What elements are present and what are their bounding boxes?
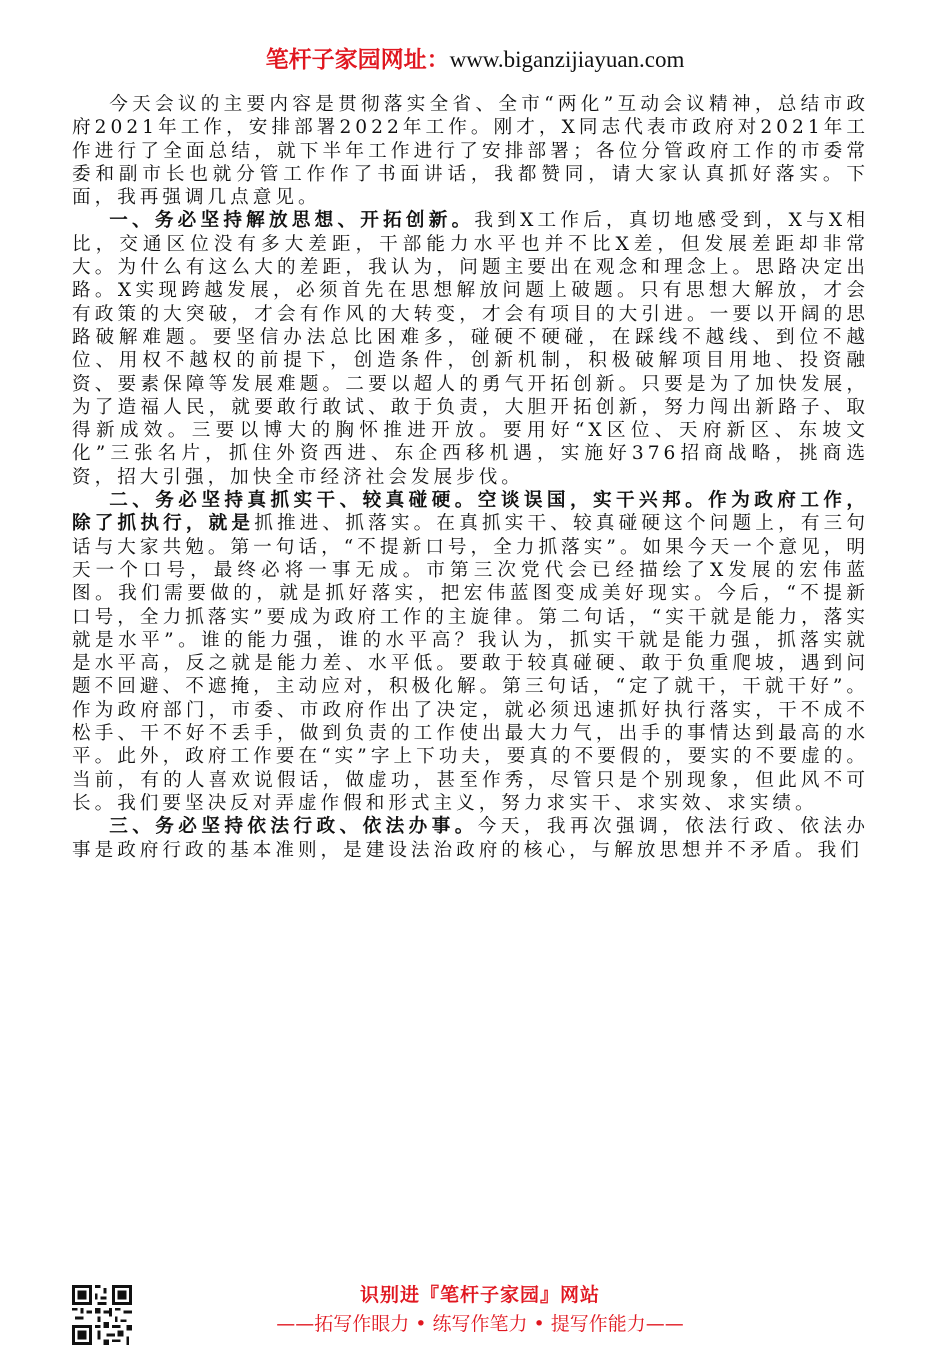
section-1-text: 我到X工作后，真切地感受到，X与X相比，交通区位没有多大差距，干部能力水平也并不比X差，但发展差距却非常大。为什么有这么大的差距，我认为，问题主要出在观念和理念上。思路决定出路。X实现跨越发展，必须首先在思想解放问题上破题。只有思想大解放，才会有政策的大突破，才会有作风的大转变，才会有项目的大引进。一要以开阔的思路破解难题。要坚信办法总比困难多，碰硬不硬碰，在踩线不越线、到位不越位、用权不越权的前提下，创造条件，创新机制，积极破解项目用地、投资融资、要素保障等发展难题。二要以超人的勇气开拓创新。只要是为了加快发展，为了造福人民，就要敢行敢试、敢于负责，大胆开拓创新，努力闯出新路子、取得新成效。三要以博大的胸怀推进开放。要用好“X区位、天府新区、东坡文化”三张名片，抓住外资西进、东企西移机遇，实施好376招商战略，挑商选资，招大引强，加快全市经济社会发展步伐。: [72, 210, 869, 488]
qr-code-icon[interactable]: [72, 1285, 132, 1345]
site-header: [0, 44, 950, 76]
site-label: 笔杆子家园网址：: [265, 47, 450, 73]
site-footer: [200, 1282, 760, 1337]
section-2-heading: 二、务必坚持真抓实干、较真碰硬。空谈误国，实干兴邦。作为政府工作，除了抓执行，就是: [72, 490, 869, 535]
section-3-heading: 三、务必坚持依法行政、依法办事。: [109, 816, 478, 838]
section-3-paragraph: [72, 815, 869, 862]
intro-paragraph: 今天会议的主要内容是贯彻落实全省、全市“两化”互动会议精神，总结市政府2021年工作，安排部署2022年工作。刚才，X同志代表市政府对2021年工作进行了全面总结，就下半年工作进行了安排部署；各位分管政府工作的市委常委和副市长也就分管工作作了书面讲话，我都赞同，请大家认真抓好落实。下面，我再强调几点意见。: [72, 94, 869, 209]
section-3-text: 今天，我再次强调，依法行政、依法办事是政府行政的基本准则，是建设法治政府的核心，与解放思想并不矛盾。我们: [72, 816, 869, 861]
speech-body: [72, 93, 869, 862]
footer-site-link[interactable]: 识别进『笔杆子家园』网站: [359, 1284, 600, 1306]
section-1-heading: 一、务必坚持解放思想、开拓创新。: [109, 210, 475, 232]
site-url[interactable]: www.biganzijiayuan.com: [449, 47, 685, 72]
section-1-paragraph: [72, 209, 869, 489]
footer-slogan: ——拓写作眼力 • 练写作笔力 • 提写作能力——: [276, 1313, 684, 1335]
section-2-text: 抓推进、抓落实。在真抓实干、较真碰硬这个问题上，有三句话与大家共勉。第一句话，“不提新口号，全力抓落实”。如果今天一个意见，明天一个口号，最终必将一事无成。市第三次党代会已经描绘了X发展的宏伟蓝图。我们需要做的，就是抓好落实，把宏伟蓝图变成美好现实。今后，“不提新口号，全力抓落实”要成为政府工作的主旋律。第二句话，“实干就是能力，落实就是水平”。谁的能力强，谁的水平高？我认为，抓实干就是能力强，抓落实就是水平高，反之就是能力差、水平低。要敢于较真碰硬、敢于负重爬坡，遇到问题不回避、不遮掩，主动应对，积极化解。第三句话，“定了就干，干就干好”。作为政府部门，市委、市政府作出了决定，就必须迅速抓好执行落实，干不成不松手、干不好不丢手，做到负责的工作使出最大力气，出手的事情达到最高的水平。此外，政府工作要在“实”字上下功夫，要真的不要假的，要实的不要虚的。当前，有的人喜欢说假话，做虚功，甚至作秀，尽管只是个别现象，但此风不可长。我们要坚决反对弄虚作假和形式主义，努力求实干、求实效、求实绩。: [72, 513, 869, 814]
section-2-paragraph: [72, 489, 869, 815]
